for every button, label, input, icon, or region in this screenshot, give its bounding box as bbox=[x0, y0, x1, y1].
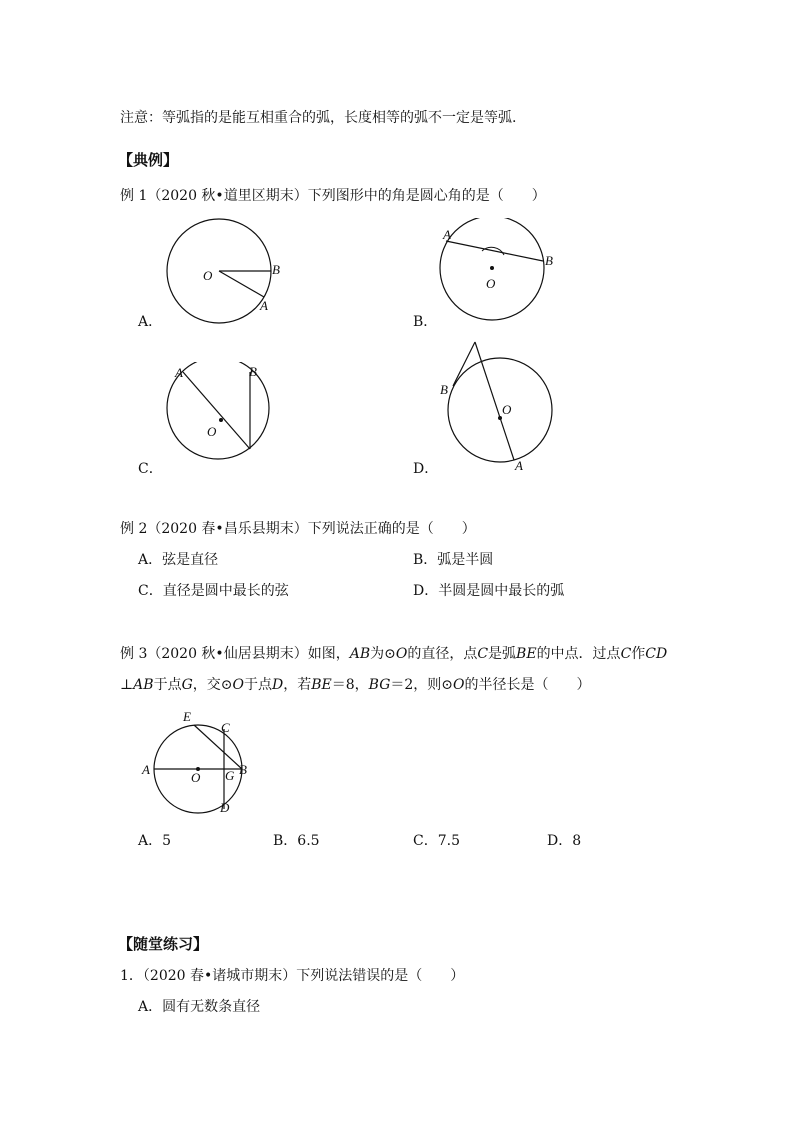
section-heading-practice: 【随堂练习】 bbox=[118, 935, 209, 953]
label-a: A bbox=[175, 365, 183, 380]
example-3-option-d: D．8 bbox=[547, 833, 582, 849]
center-dot bbox=[219, 418, 223, 422]
label-b: B bbox=[239, 762, 247, 777]
diameter bbox=[183, 372, 250, 449]
label-b: B bbox=[272, 262, 280, 277]
example-2-option-a: A．弦是直径 bbox=[138, 552, 219, 568]
label-c: C bbox=[221, 720, 230, 735]
label-b: B bbox=[249, 364, 257, 379]
label-a: A bbox=[443, 227, 451, 242]
label-o: O bbox=[203, 268, 213, 283]
example-1-option-c: C． bbox=[138, 461, 163, 477]
radius-oa bbox=[219, 271, 264, 297]
example-1-option-d: D． bbox=[413, 461, 439, 477]
example-1-figure-b bbox=[436, 218, 566, 330]
example-1-option-b: B． bbox=[413, 314, 438, 330]
example-3-option-c: C．7.5 bbox=[413, 833, 460, 849]
label-o: O bbox=[486, 276, 496, 291]
label-b: B bbox=[545, 253, 553, 268]
line-top-a bbox=[475, 342, 514, 460]
example-2-stem: 例 2（2020 春•昌乐县期末）下列说法正确的是（ ） bbox=[120, 521, 476, 537]
label-a: A bbox=[142, 762, 150, 777]
chord-ab bbox=[446, 241, 543, 261]
note-text: 注意：等弧指的是能互相重合的弧，长度相等的弧不一定是等弧. bbox=[120, 110, 517, 126]
example-3-stem-line-2: ⊥AB于点G，交⊙O于点D，若BE＝8，BG＝2，则⊙O的半径长是（ ） bbox=[120, 677, 591, 693]
line-b-top bbox=[453, 342, 475, 386]
label-a: A bbox=[515, 458, 523, 473]
example-1-figure-d bbox=[436, 338, 566, 474]
label-g: G bbox=[225, 768, 235, 783]
example-3-figure bbox=[138, 708, 258, 820]
example-2-option-d: D．半圆是圆中最长的弧 bbox=[413, 583, 565, 599]
example-2-option-b: B．弧是半圆 bbox=[413, 552, 494, 568]
label-e: E bbox=[183, 709, 191, 724]
example-1-figure-c bbox=[160, 362, 280, 468]
practice-1-option-a: A．圆有无数条直径 bbox=[138, 999, 261, 1015]
chord-be bbox=[194, 725, 242, 769]
section-heading-examples: 【典例】 bbox=[118, 151, 179, 169]
example-3-stem-line-1: 例 3（2020 秋•仙居县期末）如图，AB为⊙O的直径，点C是弧BE的中点．过点C作CD bbox=[120, 646, 668, 662]
example-3-option-a: A．5 bbox=[138, 833, 172, 849]
example-1-stem: 例 1（2020 秋•道里区期末）下列图形中的角是圆心角的是（ ） bbox=[120, 188, 546, 204]
label-o: O bbox=[207, 424, 217, 439]
practice-1-stem: 1．（2020 春•诸城市期末）下列说法错误的是（ ） bbox=[120, 968, 465, 984]
example-1-option-a: A． bbox=[138, 314, 163, 330]
label-a: A bbox=[260, 298, 268, 313]
example-1-figure-a bbox=[150, 218, 290, 330]
example-2-option-c: C．直径是圆中最长的弦 bbox=[138, 583, 289, 599]
label-o: O bbox=[191, 770, 201, 785]
label-d: D bbox=[220, 800, 230, 815]
center-dot bbox=[490, 266, 494, 270]
label-o: O bbox=[502, 402, 512, 417]
label-b: B bbox=[440, 382, 448, 397]
example-3-option-b: B．6.5 bbox=[273, 833, 320, 849]
circle bbox=[448, 358, 552, 462]
